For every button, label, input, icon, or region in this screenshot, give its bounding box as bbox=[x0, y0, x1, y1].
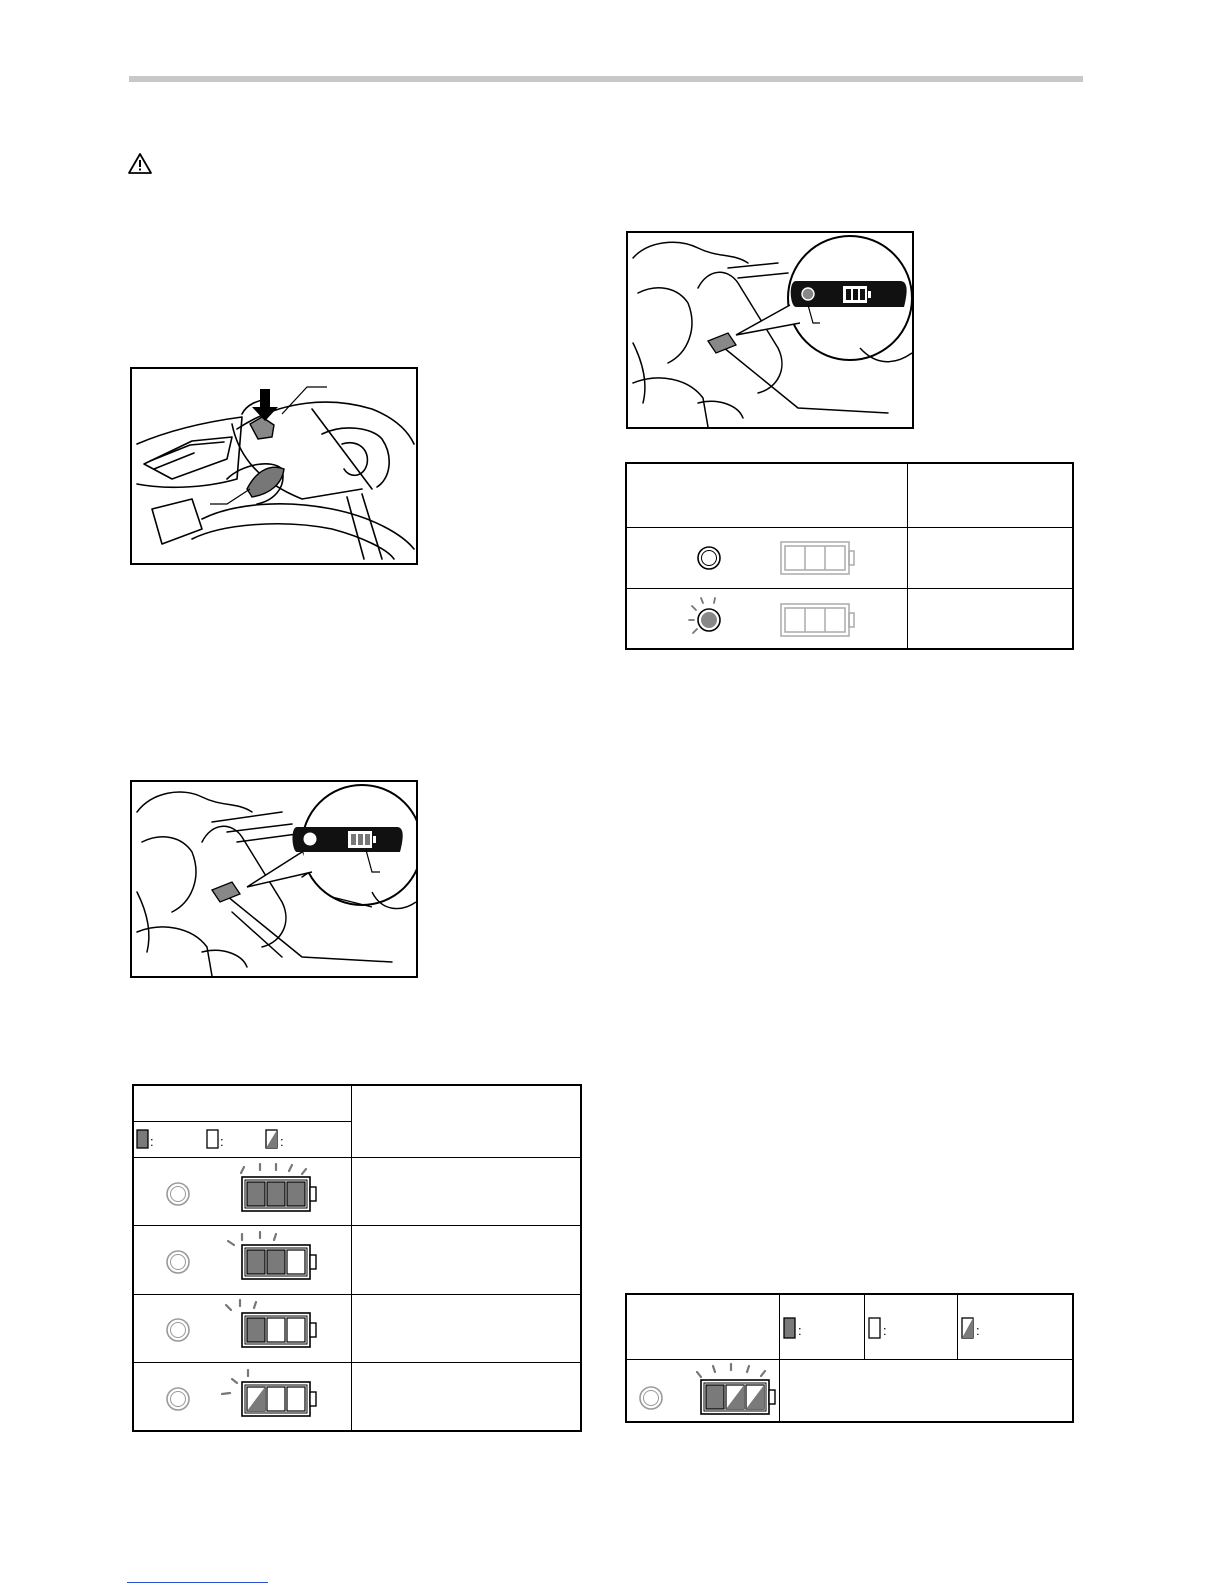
table-remaining-capacity bbox=[132, 1084, 582, 1432]
table-cell bbox=[908, 528, 1074, 589]
lamp-off-icon bbox=[167, 1183, 189, 1205]
warning-triangle-icon bbox=[127, 152, 153, 176]
blinking-segment-icon bbox=[266, 1130, 284, 1149]
fig-release-button bbox=[130, 367, 418, 565]
lamp-off-icon bbox=[167, 1388, 189, 1410]
table-cell bbox=[626, 528, 908, 589]
battery-indicator-icon bbox=[242, 1245, 316, 1279]
battery-indicator-icon bbox=[242, 1177, 316, 1211]
off-segment-icon bbox=[287, 1387, 305, 1411]
off-segment-icon bbox=[287, 1318, 305, 1342]
table-row bbox=[626, 588, 1073, 649]
lamp-off-icon bbox=[167, 1319, 189, 1341]
svg-text::: : bbox=[883, 1322, 887, 1338]
saw-battery-indicator-callout bbox=[132, 782, 416, 976]
off-segment-icon bbox=[267, 1318, 285, 1342]
table-row bbox=[133, 1226, 581, 1294]
svg-text::: : bbox=[976, 1322, 980, 1338]
lit-segment-icon bbox=[247, 1182, 265, 1206]
lamp-blinking-icon bbox=[689, 598, 720, 633]
lit-segment-icon bbox=[247, 1250, 265, 1274]
off-segment-icon bbox=[287, 1250, 305, 1274]
svg-text::: : bbox=[220, 1134, 224, 1150]
table-overheat-indicator bbox=[625, 462, 1074, 650]
header-rule bbox=[129, 76, 1083, 82]
table-header-cell bbox=[133, 1085, 352, 1121]
legend-cell bbox=[133, 1121, 352, 1157]
blink-rays-icon bbox=[228, 1232, 276, 1245]
battery-empty-icon bbox=[781, 542, 854, 574]
blinking-segment-icon bbox=[962, 1318, 980, 1338]
table-row bbox=[133, 1157, 581, 1225]
off-segment-icon bbox=[207, 1130, 224, 1149]
battery-indicator-icon bbox=[242, 1382, 316, 1416]
lamp-off-icon bbox=[698, 547, 720, 569]
table-header-cell bbox=[908, 463, 1074, 528]
table-cell bbox=[133, 1157, 352, 1225]
table-header-cell bbox=[626, 463, 908, 528]
lit-segment-icon bbox=[267, 1182, 285, 1206]
table-cell bbox=[352, 1226, 582, 1294]
blink-rays-icon bbox=[241, 1164, 306, 1174]
svg-text::: : bbox=[150, 1134, 154, 1150]
battery-empty-icon bbox=[781, 604, 854, 636]
table-cell bbox=[352, 1294, 582, 1362]
lit-segment-icon bbox=[287, 1182, 305, 1206]
lit-segment-icon bbox=[706, 1385, 724, 1409]
lamp-off-icon bbox=[167, 1251, 189, 1273]
lamp-off-icon bbox=[640, 1387, 662, 1409]
table-cell bbox=[626, 1359, 780, 1422]
table-cell bbox=[352, 1157, 582, 1225]
lit-segment-icon bbox=[247, 1318, 265, 1342]
table-cell bbox=[908, 588, 1074, 649]
battery-indicator-icon bbox=[242, 1313, 316, 1347]
lit-segment-icon bbox=[137, 1130, 154, 1149]
blink-rays-icon bbox=[697, 1364, 765, 1377]
blink-rays-icon bbox=[226, 1300, 256, 1310]
saw-battery-indicator-callout bbox=[628, 233, 912, 427]
svg-text::: : bbox=[280, 1134, 284, 1150]
legend-blink-cell bbox=[958, 1294, 1074, 1359]
table-row bbox=[626, 1359, 1073, 1422]
table-header-cell bbox=[352, 1085, 582, 1157]
table-cell bbox=[133, 1363, 352, 1431]
table-cell bbox=[133, 1294, 352, 1362]
legend-off-cell bbox=[865, 1294, 958, 1359]
table-cell bbox=[780, 1359, 1074, 1422]
footer-link-rule bbox=[127, 1582, 268, 1583]
off-segment-icon bbox=[869, 1318, 887, 1338]
table-cell bbox=[133, 1226, 352, 1294]
table-cell bbox=[626, 588, 908, 649]
fig-indicator-lamp-left bbox=[130, 780, 418, 978]
legend-lit-cell bbox=[780, 1294, 865, 1359]
table-row bbox=[133, 1363, 581, 1431]
off-segment-icon bbox=[267, 1387, 285, 1411]
table-error-indicator bbox=[625, 1293, 1074, 1423]
table-row bbox=[133, 1294, 581, 1362]
battery-indicator-icon bbox=[701, 1380, 775, 1414]
svg-text::: : bbox=[798, 1322, 802, 1338]
lit-segment-icon bbox=[784, 1318, 802, 1338]
table-row bbox=[626, 528, 1073, 589]
table-header-cell bbox=[626, 1294, 780, 1359]
saw-housing-arrow-illustration bbox=[132, 369, 416, 563]
lit-segment-icon bbox=[267, 1250, 285, 1274]
table-cell bbox=[352, 1363, 582, 1431]
fig-indicator-lamp-top bbox=[626, 231, 914, 429]
